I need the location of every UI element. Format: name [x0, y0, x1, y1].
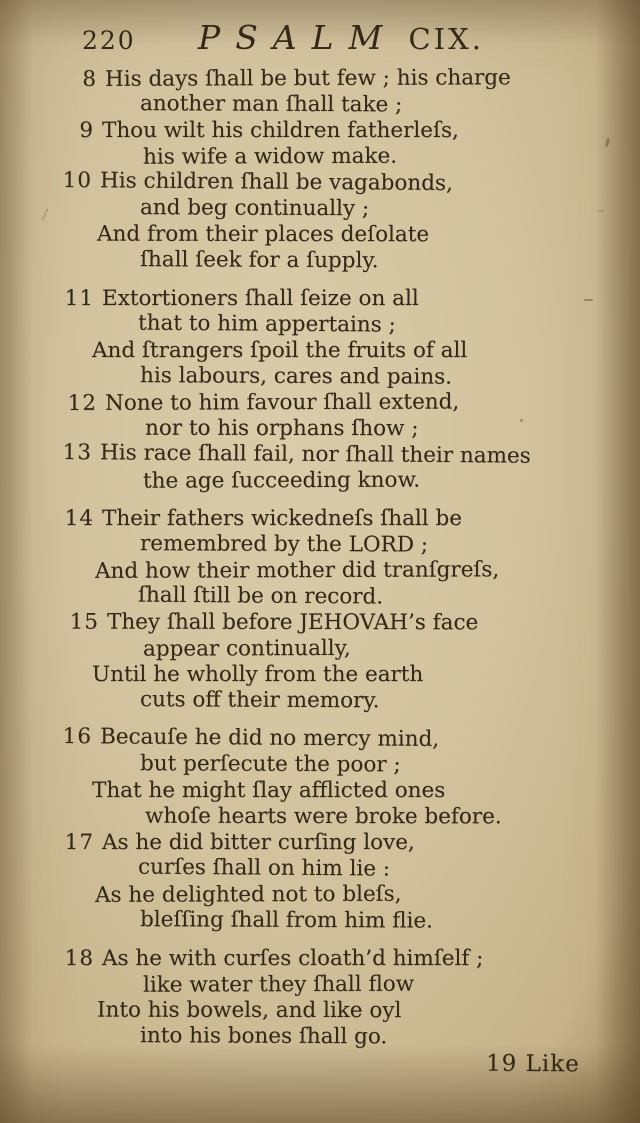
verse-line — [5, 803, 640, 830]
verse-number: 17 — [64, 830, 94, 855]
verse-line-text: appear continually, — [142, 635, 351, 662]
verse-line — [5, 609, 640, 636]
paper-speck — [520, 419, 523, 422]
verse-line — [5, 415, 640, 442]
psalm-title — [198, 18, 484, 57]
page-header — [0, 0, 640, 62]
verse-line — [0, 246, 640, 275]
verse-line-text: Into his bowels, and like oyl — [96, 997, 402, 1024]
verse-number: 10 — [62, 167, 93, 194]
verse-line — [0, 118, 640, 144]
verse-line-text: the age ſucceeding know. — [142, 467, 421, 494]
verse-line — [0, 194, 640, 223]
verse-number: 13 — [62, 439, 93, 466]
verse-line-text: His race ſhall fail, nor ſhall their names — [99, 440, 531, 469]
psalm-verses — [0, 66, 640, 1050]
verse-number: 11 — [64, 286, 94, 311]
verse-line-text: cuts off their memory. — [139, 687, 380, 714]
verse-line — [0, 581, 638, 612]
verse-line-text: his labours, cares and pains. — [139, 363, 453, 390]
verse-line — [0, 309, 638, 340]
verse-line-text: Extortioners ſhall ſeize on all — [102, 286, 419, 311]
verse-line-text: that to him appertains ; — [137, 310, 396, 338]
verse-line — [3, 971, 640, 999]
verse-line-text: As he with curſes cloath’d himſelf ; — [102, 946, 484, 971]
verse-line — [0, 723, 638, 754]
verse-line-text: Becauſe he did no mercy mind, — [99, 724, 440, 752]
verse-line-text: whoſe hearts were broke before. — [144, 803, 502, 830]
verse-number: 9 — [79, 118, 94, 143]
verse-line — [3, 143, 640, 171]
verse-line — [0, 362, 640, 391]
verse-line-text: ſhall ſeek for a ſupply. — [139, 247, 379, 274]
verse-line-text: curſes ſhall on him lie : — [137, 854, 391, 882]
verse-line — [3, 557, 640, 585]
verse-line — [0, 686, 640, 715]
verse-line-text: his wife a widow make. — [142, 143, 398, 170]
verse-line-text: but perſecute the poor ; — [139, 751, 401, 778]
verse-number: 18 — [64, 946, 94, 971]
verse-line-text: Thou wilt his children fatherleſs, — [102, 118, 459, 143]
verse-number: 12 — [67, 390, 98, 416]
verse-line-text: and beg continually ; — [139, 195, 370, 222]
verse-line-text: That he might ſlay afflicted ones — [92, 778, 446, 803]
verse-line — [0, 778, 640, 804]
verse-line — [0, 946, 640, 972]
verse-line — [3, 467, 640, 495]
verse-line — [0, 506, 640, 532]
catchword: 19 Like — [486, 1050, 581, 1078]
verse-line-text: As he did bitter curſing love, — [102, 830, 415, 855]
verse-line — [3, 65, 640, 93]
verse-line-text: His days ſhall be but few ; his charge — [104, 65, 511, 92]
verse-number: 8 — [82, 66, 98, 92]
verse-line-text: bleſſing ſhall from him flie. — [139, 907, 433, 934]
psalm-title-number: CIX. — [408, 22, 484, 56]
verse-line-text: And how their mother did tranſgreſs, — [94, 557, 500, 584]
verse-line-text: another man ſhall take ; — [139, 91, 403, 118]
verse-line — [0, 1022, 640, 1051]
paper-speck — [584, 299, 593, 301]
verse-line — [3, 389, 640, 417]
verse-line — [0, 338, 640, 364]
verse-line — [0, 286, 640, 312]
verse-line — [0, 530, 640, 559]
verse-line — [0, 906, 640, 935]
verse-line-text: And ſtrangers ſpoil the fruits of all — [92, 338, 468, 363]
verse-line — [0, 830, 640, 856]
verse-line — [3, 881, 640, 909]
verse-line-text: None to him favour ſhall extend, — [104, 389, 460, 416]
verse-line — [0, 167, 638, 198]
verse-line — [0, 90, 640, 119]
verse-line-text: As he delighted not to bleſs, — [94, 881, 402, 908]
verse-line-text: ſhall ſtill be on record. — [137, 582, 384, 610]
verse-line — [5, 997, 640, 1024]
verse-line-text: Until he wholly from the earth — [92, 662, 424, 687]
verse-line — [0, 750, 640, 779]
paper-speck — [598, 210, 604, 212]
verse-number: 14 — [64, 506, 94, 531]
verse-line — [0, 439, 638, 470]
verse-line — [0, 853, 638, 884]
verse-line — [5, 221, 640, 248]
verse-line-text: They ſhall before JEHOVAH’s face — [106, 609, 479, 636]
verse-line-text: nor to his orphans ſhow ; — [144, 415, 419, 442]
verse-line-text: remembred by the LORD ; — [139, 531, 429, 558]
verse-number: 16 — [62, 723, 93, 750]
verse-number: 15 — [69, 609, 100, 635]
verse-line-text: like water they ſhall flow — [142, 971, 415, 998]
verse-line — [3, 635, 640, 663]
verse-line-text: Their fathers wickedneſs ſhall be — [102, 506, 462, 531]
page-number: 220 — [82, 26, 136, 55]
verse-line-text: His children ſhall be vagabonds, — [99, 168, 453, 197]
verse-line-text: into his bones ſhall go. — [139, 1023, 388, 1050]
psalm-title-word: PSALM — [198, 18, 398, 57]
verse-line-text: And from their places deſolate — [96, 221, 430, 248]
verse-line — [0, 662, 640, 688]
